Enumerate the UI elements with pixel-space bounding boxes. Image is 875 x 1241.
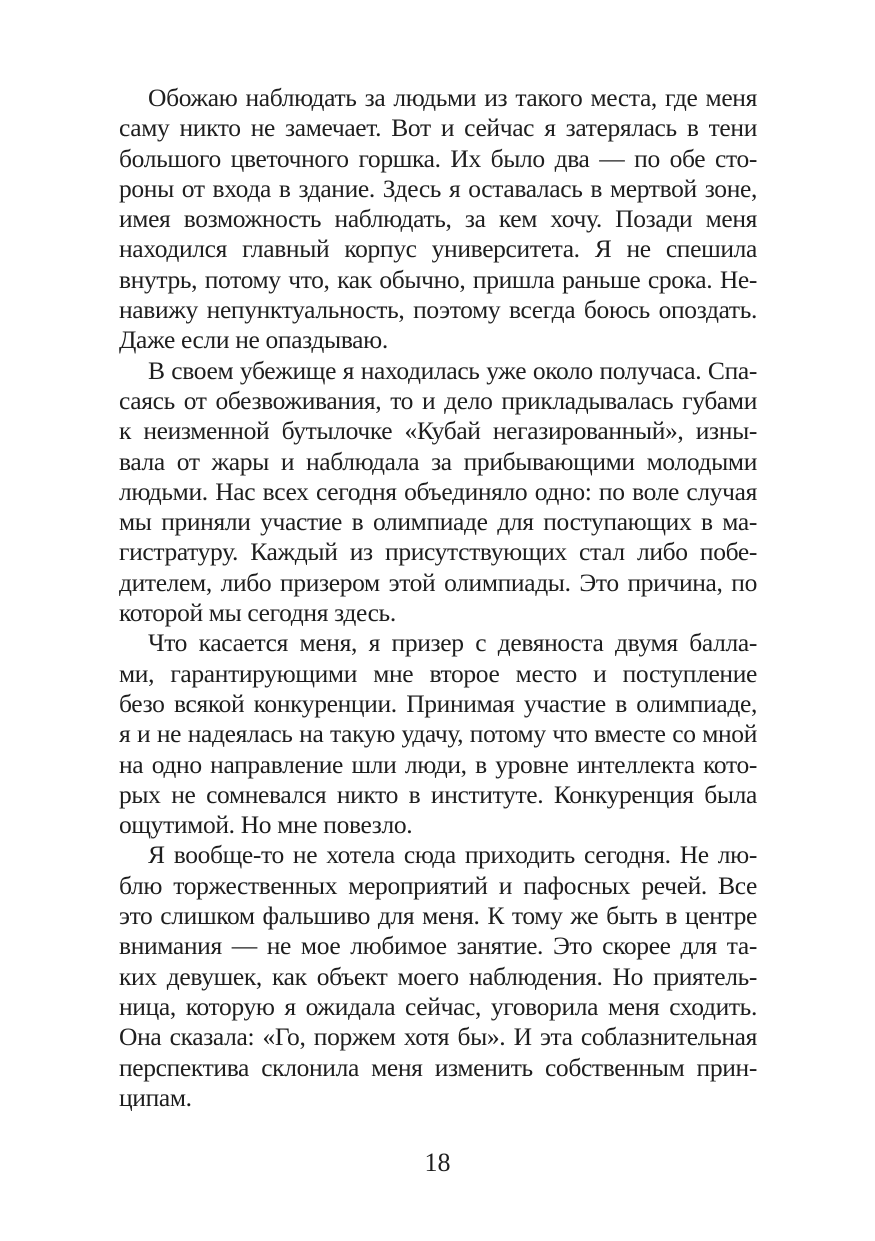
- paragraph-2: [119, 356, 757, 629]
- text-line: дителем, либо призером этой олимпиады. Это причина, по: [119, 567, 757, 597]
- text-line: вала от жары и наблюдала за прибывающими молодыми: [119, 446, 757, 476]
- text-line: мы приняли участие в олимпиаде для поступающих в ма-: [119, 507, 757, 537]
- text-line: людьми. Нас всех сегодня объединяло одно: по воле случая: [119, 476, 757, 506]
- text-line: Даже если не опаздываю.: [119, 325, 388, 355]
- text-line: ми, гарантирующими мне второе место и поступление: [119, 658, 757, 688]
- page-number: 18: [424, 1148, 451, 1177]
- body-text: [119, 83, 757, 1113]
- text-line: ких девушек, как объект моего наблюдения. Но приятель-: [119, 961, 757, 991]
- text-line: гистратуру. Каждый из присутствующих стал либо побе-: [119, 537, 757, 567]
- text-line: Обожаю наблюдать за людьми из такого места, где меня: [148, 83, 757, 112]
- text-line: внутрь, потому что, как обычно, пришла раньше срока. Не-: [119, 264, 757, 294]
- text-line: внимания — не мое любимое занятие. Это скорее для та-: [119, 931, 757, 961]
- text-line: саму никто не замечает. Вот и сейчас я затерялась в тени: [119, 113, 757, 143]
- text-line: ципам.: [119, 1082, 192, 1112]
- text-line: В своем убежище я находилась уже около получаса. Спа-: [148, 355, 757, 385]
- text-line: блю торжественных мероприятий и пафосных речей. Все: [119, 870, 757, 900]
- paragraph-3: [119, 628, 757, 840]
- text-line: безо всякой конкуренции. Принимая участие в олимпиаде,: [119, 688, 757, 718]
- text-line: ощутимой. Но мне повезло.: [119, 810, 413, 840]
- text-line: навижу непунктуальность, поэтому всегда боюсь опоздать.: [119, 295, 757, 325]
- text-line: ница, которую я ожидала сейчас, уговорила меня сходить.: [119, 991, 757, 1021]
- text-line: я и не надеялась на такую удачу, потому что вместе со мной: [119, 719, 757, 749]
- text-line: роны от входа в здание. Здесь я оставалась в мертвой зоне,: [119, 173, 757, 203]
- text-line: на одно направление шли люди, в уровне интеллекта кото-: [119, 749, 757, 779]
- text-line: находился главный корпус университета. Я не спешила: [119, 234, 757, 264]
- text-line: рых не сомневался никто в институте. Конкуренция была: [119, 779, 757, 809]
- text-line: саясь от обезвоживания, то и дело прикладывалась губами: [119, 385, 757, 415]
- text-line: имея возможность наблюдать, за кем хочу. Позади меня: [119, 204, 757, 234]
- text-line: Что касается меня, я призер с девяноста двумя балла-: [148, 628, 757, 658]
- text-line: большого цветочного горшка. Их было два — по обе сто-: [119, 143, 757, 173]
- text-line: к неизменной бутылочке «Кубай негазированный», изны-: [119, 416, 757, 446]
- text-line: Она сказала: «Го, поржем хотя бы». И эта соблазнительная: [119, 1022, 757, 1052]
- text-line: Я вообще-то не хотела сюда приходить сегодня. Не лю-: [148, 840, 757, 870]
- text-line: перспектива склонила меня изменить собственным прин-: [119, 1052, 757, 1082]
- paragraph-1: [119, 83, 757, 356]
- text-line: которой мы сегодня здесь.: [119, 598, 396, 628]
- text-line: это слишком фальшиво для меня. К тому же быть в центре: [119, 901, 757, 931]
- paragraph-4: [119, 840, 757, 1113]
